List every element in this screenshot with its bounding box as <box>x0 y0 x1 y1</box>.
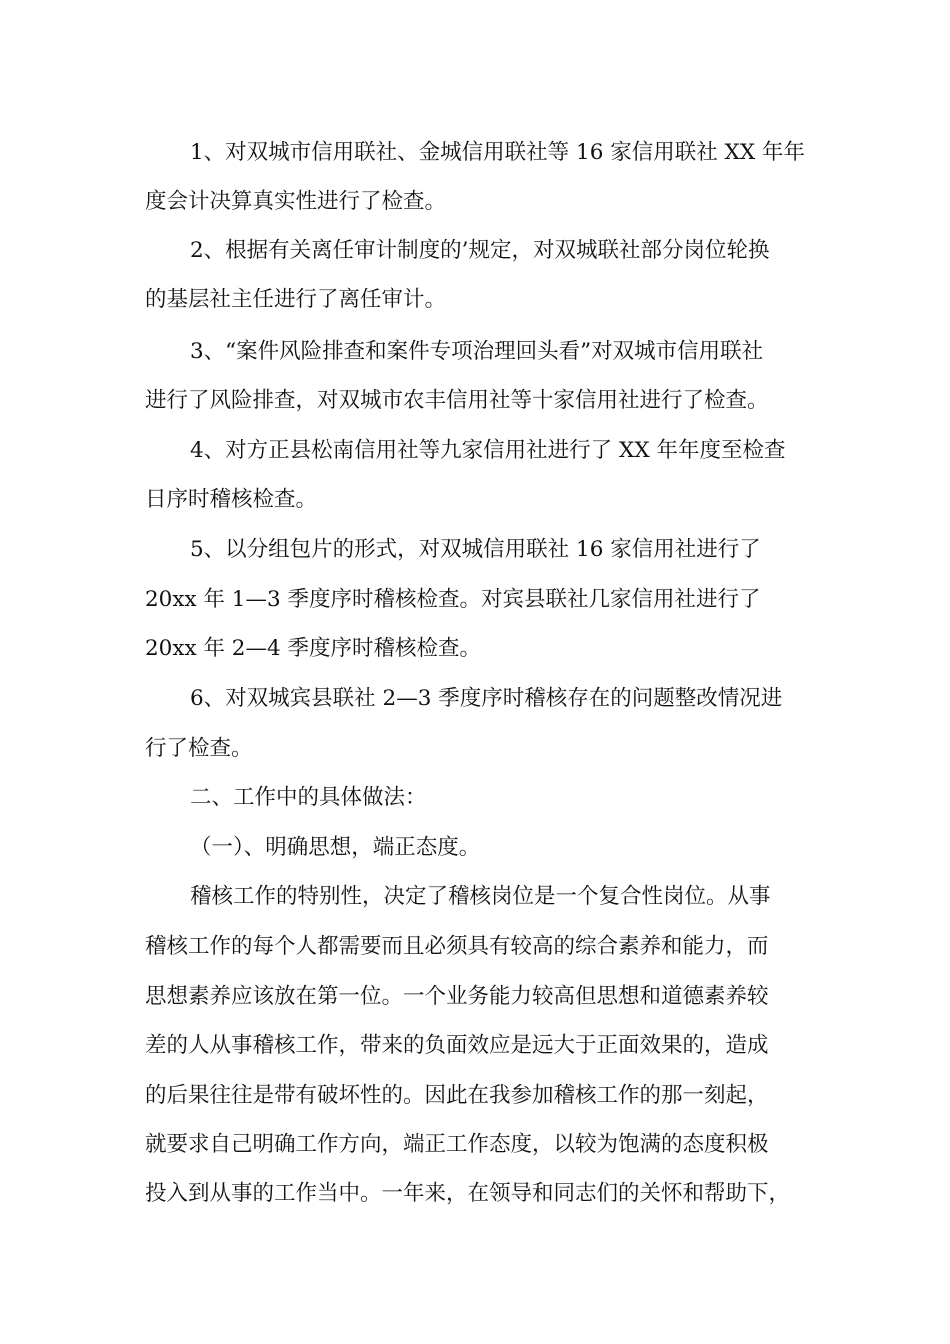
body-paragraph-line-3: 思想素养应该放在第一位。一个业务能力较高但思想和道德素养较 <box>145 984 769 1009</box>
paragraph-2-line-1: 2、根据有关离任审计制度的’规定，对双城联社部分岗位轮换 <box>190 238 770 263</box>
paragraph-5-line-3: 20xx 年 2—4 季度序时稽核检查。 <box>145 636 481 661</box>
body-paragraph-line-4: 差的人从事稽核工作，带来的负面效应是远大于正面效果的，造成 <box>145 1033 769 1058</box>
paragraph-2-line-2: 的基层社主任进行了离任审计。 <box>145 287 447 312</box>
body-paragraph-line-7: 投入到从事的工作当中。一年来，在领导和同志们的关怀和帮助下， <box>145 1181 791 1206</box>
paragraph-5-line-2: 20xx 年 1—3 季度序时稽核检查。对宾县联社几家信用社进行了 <box>145 587 761 612</box>
paragraph-4-line-1: 4、对方正县松南信用社等九家信用社进行了 XX 年年度至检查 <box>190 438 786 463</box>
paragraph-3-line-1: 3、“案件风险排查和案件专项治理回头看”对双城市信用联社 <box>190 339 764 364</box>
body-paragraph-line-1: 稽核工作的特别性，决定了稽核岗位是一个复合性岗位。从事 <box>190 884 771 909</box>
paragraph-6-line-1: 6、对双城宾县联社 2—3 季度序时稽核存在的问题整改情况进 <box>190 686 783 711</box>
subsection-heading: （一）、明确思想，端正态度。 <box>190 835 481 860</box>
paragraph-3-line-2: 进行了风险排查，对双城市农丰信用社等十家信用社进行了检查。 <box>145 388 769 413</box>
body-paragraph-line-2: 稽核工作的每个人都需要而且必须具有较高的综合素养和能力，而 <box>145 934 769 959</box>
paragraph-5-line-1: 5、以分组包片的形式，对双城信用联社 16 家信用社进行了 <box>190 537 761 562</box>
paragraph-1-line-1: 1、对双城市信用联社、金城信用联社等 16 家信用联社 XX 年年 <box>190 140 805 165</box>
paragraph-1-line-2: 度会计决算真实性进行了检查。 <box>145 189 447 214</box>
paragraph-6-line-2: 行了检查。 <box>145 736 253 761</box>
section-heading: 二、工作中的具体做法： <box>190 785 427 810</box>
paragraph-4-line-2: 日序时稽核检查。 <box>145 487 318 512</box>
body-paragraph-line-6: 就要求自己明确工作方向，端正工作态度，以较为饱满的态度积极 <box>145 1132 769 1157</box>
body-paragraph-line-5: 的后果往往是带有破坏性的。因此在我参加稽核工作的那一刻起， <box>145 1083 769 1108</box>
